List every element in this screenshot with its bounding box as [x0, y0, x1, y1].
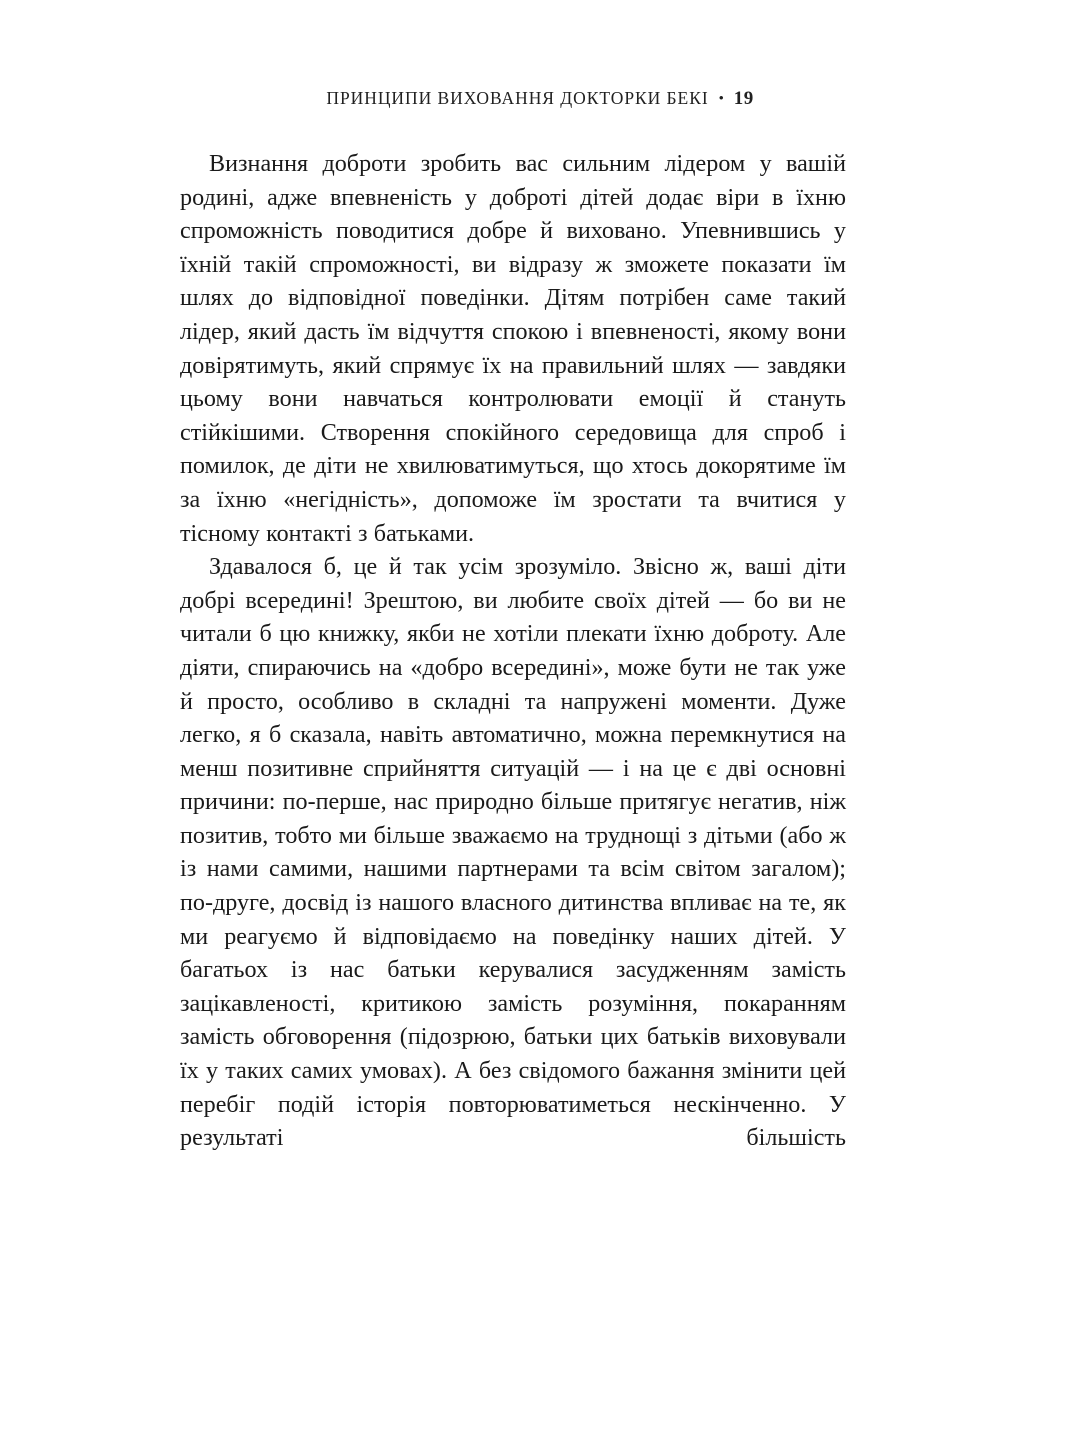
- page-number: 19: [733, 88, 754, 109]
- paragraph-1: Визнання доброти зробить вас сильним лідером у вашій родині, адже впевненість у доброті дітей додає віри в їхню спроможність поводитися добре й виховано. Упевнившись у їхній такій спроможності, ви відразу ж зможете показати їм шлях до відповідної поведінки. Дітям потрібен саме такий лідер, який дасть їм відчуття спокою і впевненості, якому вони довірятимуть, який спрямує їх на правильний шлях — завдяки цьому вони навчаться контролювати емоції й стануть стійкішими. Створення спокійного середовища для спроб і помилок, де діти не хвилюватимуться, що хтось докорятиме їм за їхню «негідність», допоможе їм зростати та вчитися у тісному контакті з батьками.: [180, 151, 846, 547]
- bullet-separator-icon: •: [718, 91, 725, 107]
- running-header: [0, 89, 1080, 108]
- body-text-block: [180, 148, 846, 1156]
- running-header-title: ПРИНЦИПИ ВИХОВАННЯ ДОКТОРКИ БЕКІ: [326, 88, 709, 108]
- paragraph-2: Здавалося б, це й так усім зрозуміло. Звісно ж, ваші діти добрі всередині! Зрештою, ви любите своїх дітей — бо ви не читали б цю книжку, якби не хотіли плекати їхню доброту. Але діяти, спираючись на «добро всередині», може бути не так уже й просто, особливо в складні та напружені моменти. Дуже легко, я б сказала, навіть автоматично, можна перемкнутися на менш позитивне сприйняття ситуацій — і на це є дві основні причини: по-перше, нас природно більше притягує негатив, ніж позитив, тобто ми більше зважаємо на труднощі з дітьми (або ж із нами самими, нашими партнерами та всім світом загалом); по-друге, досвід із нашого власного дитинства впливає на те, як ми реагуємо й відповідаємо на поведінку наших дітей. У багатьох із нас батьки керувалися засудженням замість зацікавленості, критикою замість розуміння, покаранням замість обговорення (підозрюю, батьки цих батьків виховували їх у таких самих умовах). А без свідомого бажання змінити цей перебіг подій історія повторюватиметься нескінченно. У результаті більшість: [180, 554, 846, 1152]
